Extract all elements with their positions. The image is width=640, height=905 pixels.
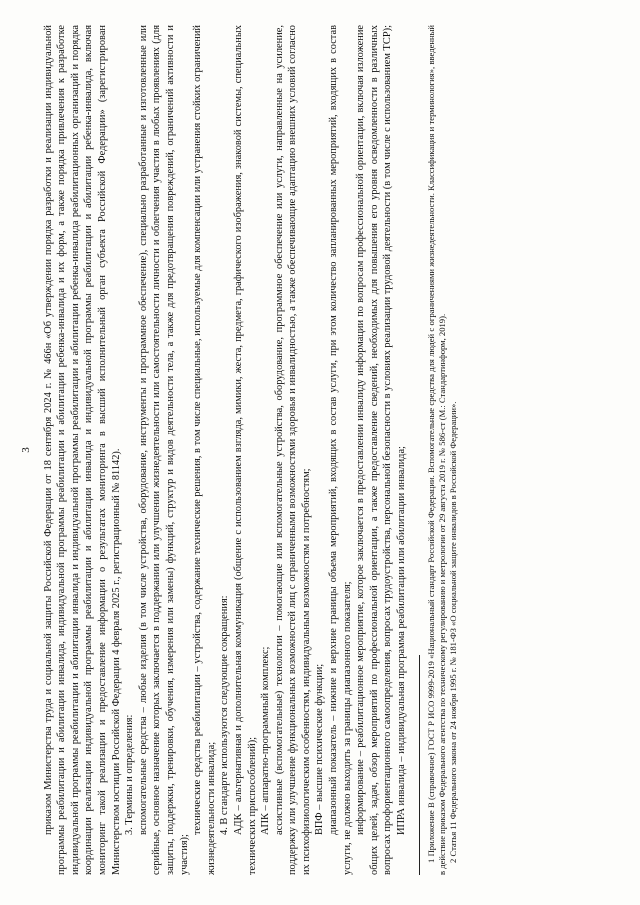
definition-assistive-products: вспомогательные средства – любые изделия (в том числе устройства, оборудование, инструменты и программное обеспечение), специально разработанные и изготовленные или серийные, основное назначение которых заключается в поддержании или улучшении жизнедеятельности или самостоятельности личности и облегчения участия в любых проявлениях (для защиты, поддержки, тренировки, обучения, измерения или замены) функций, структур и видов деятельности тела, а также для предотвращения повреждений, ограничений активности и участия); [137,25,190,875]
abbrev-ipra: ИПРА инвалида – индивидуальная программа реабилитации или абилитации инвалида; [396,446,408,835]
abbrev-adk: АДК – альтернативная и дополнительная коммуникация (общение с использованием взгляда, мимики, жеста, предмета, графического изображения, знаковой системы, специальных технических приспособлений); [232,25,258,875]
section-4-heading: 4. В стандарте используются следующие сокращения: [219,595,231,835]
rotated-text-block [20,25,620,875]
section-3-heading: 3. Термины и определения: [124,714,136,835]
abbrev-apk: АПК – аппаратно-программный комплекс; [260,646,272,835]
footnote-1: 1 Приложение В (справочное) ГОСТ Р ИСО 9999-2019 «Национальный стандарт Российской Федерации. Вспомогательные средства для людей с ограничениями жизнедеятельности. Классификация и терминология», введенный в действие приказом Федерального агентства по техническому регулированию и метрологии от 29 августа 2019 г. № 586-ст (М.: Стандартинформ, 2019). [425,25,447,875]
definition-range-indicator: диапазонный показатель – нижние и верхние границы объема мероприятий, входящих в состав услуги, при этом количество запланированных мероприятий, входящих в состав услуги, не должно выходить за границы диапазонного показателя; [328,25,353,875]
definition-assistive-technologies: ассистивные (вспомогательные) технологии – помогающие или вспомогательные устройства, оборудование, программное обеспечение или услуги, направленные на усиление, поддержку или улучшение функциональных возможностей лиц с ограниченными возможностями здоровья и инвалидностью, а также обеспечивающие адаптацию внешних условий согласно их психофизиологическим особенностям, индивидуальным возможностям и потребностям; [273,25,312,875]
page-number: 3 [20,447,32,453]
definition-rehab-technical-means: технические средства реабилитации – устройства, содержание технические решения, в том числе специальные, используемые для компенсации или устранения стойких ограничений жизнедеятельности инвалида; [192,25,217,875]
paragraph-order-reference: приказом Министерства труда и социальной защиты Российской Федерации от 18 сентября 2024 г. № 466н «Об утверждении порядка разработки и реализации индивидуальной программы реабилитации и абилитации инвалида, индивидуальной программы реабилитации и абилитации ребенка-инвалида и их форм, а также порядка привлечения к разработке индивидуальной программы реабилитации и абилитации инвалида и индивидуальной программы реабилитации и абилитации ребенка-инвалида реабилитационных организаций и порядка координации реализации индивидуальной программы реабилитации и абилитации инвалида и индивидуальной программы реабилитации и абилитации ребенка-инвалида, включая мониторинг такой реализации и предоставление информации о результатах мониторинга в высший исполнительный орган субъекта Российской Федерации» (зарегистрирован Министерством юстиции Российской Федерации 4 февраля 2025 г., регистрационный № 81142). [42,25,122,875]
abbrev-vpf: ВПФ – высшие психические функции; [314,663,326,835]
footnote-2: 2 Статья 11 Федерального закона от 24 ноября 1995 г. № 181-ФЗ «О социальной защите инвалидов в Российской Федерации». [447,401,458,863]
definition-informing: информирование – реабилитационное мероприятие, которое заключается в предоставлении инвалиду информации по вопросам профессиональной ориентации, включая изложение общих целей, задач, обзор мероприятий по профессиональной ориентации, а также предоставление сведений, необходимых для повышения его уровня осведомленности в различных вопросах профориентационного самоопределения, вопросах трудоустройства, персональной безопасности в условиях реализации трудовой деятельности (в том числе с использованием ТСР); [355,25,394,875]
footnote-separator [419,655,420,875]
